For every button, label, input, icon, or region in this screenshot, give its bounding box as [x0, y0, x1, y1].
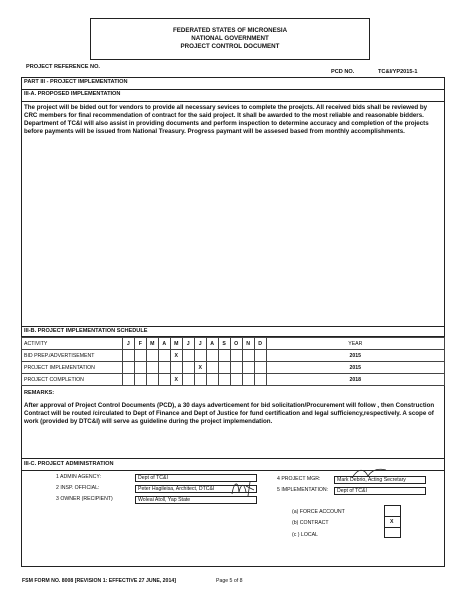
project-manager-field: Mark Debrio, Acting Secretary: [334, 476, 426, 484]
year-cell: 2015: [266, 362, 444, 374]
month-cell: [206, 350, 218, 362]
schedule-header-row: [22, 338, 445, 350]
month-cell: X: [170, 350, 182, 362]
month-header: D: [254, 338, 266, 350]
header-line-2: NATIONAL GOVERNMENT: [191, 35, 269, 42]
section-iiib-title: III-B. PROJECT IMPLEMENTATION SCHEDULE: [24, 328, 148, 334]
pcd-label: PCD NO.: [331, 69, 355, 75]
month-cell: [158, 350, 170, 362]
month-cell: [158, 374, 170, 386]
force-account-label: (a) FORCE ACCOUNT: [292, 509, 345, 515]
schedule-row: [22, 362, 445, 374]
month-cell: [242, 374, 254, 386]
remarks-label: REMARKS:: [24, 390, 55, 396]
section-iiic-title: III-C. PROJECT ADMINISTRATION: [24, 461, 114, 467]
inspection-official-field: Peter Hagileisa, Architect, DTC&I: [135, 485, 257, 493]
local-label: (c ) LOCAL: [292, 532, 318, 538]
month-cell: [218, 374, 230, 386]
month-cell: [206, 374, 218, 386]
month-cell: [254, 362, 266, 374]
month-cell: X: [170, 374, 182, 386]
manager-signature-mark: [350, 466, 390, 480]
month-cell: [230, 350, 242, 362]
month-cell: [170, 362, 182, 374]
header-line-1: FEDERATED STATES OF MICRONESIA: [172, 27, 288, 34]
implementation-field: Dept of TC&I: [334, 487, 426, 495]
month-header: A: [206, 338, 218, 350]
pcd-value: TC&I/YP2015-1: [378, 69, 418, 75]
month-cell: [254, 350, 266, 362]
activity-cell: PROJECT IMPLEMENTATION: [22, 362, 123, 374]
proposed-implementation-text: The project will be bided out for vendors to provide all necessary sevices to complete the proejcts. All received bids shall be reviewed by CRC members for final recommendation of contract for the said project. It shall be awarded to the most reliable and reasonable bidders. Department of TC&I will also assist in providing documents and perform inspection to determine accuracy and completion of the projects before payments will be issued from National Treasury. Progress paymant will be assesed based from monthly accomplishments.: [24, 104, 429, 135]
year-cell: 2015: [266, 350, 444, 362]
month-header: M: [146, 338, 158, 350]
month-header: S: [218, 338, 230, 350]
project-manager-label: 4 PROJECT MGR:: [277, 476, 321, 482]
month-cell: [242, 362, 254, 374]
month-cell: [194, 374, 206, 386]
month-header: N: [242, 338, 254, 350]
month-cell: [218, 350, 230, 362]
owner-field: Woleai Atoll, Yap State: [135, 496, 257, 504]
month-cell: [146, 374, 158, 386]
year-cell: 2018: [266, 374, 444, 386]
month-cell: [158, 362, 170, 374]
admin-agency-field: Dept of TC&I: [135, 474, 257, 482]
month-cell: [146, 350, 158, 362]
month-cell: [230, 362, 242, 374]
footer-page-number: Page 5 of 8: [216, 578, 243, 584]
month-cell: X: [194, 362, 206, 374]
month-header: J: [122, 338, 134, 350]
month-cell: [122, 362, 134, 374]
month-cell: [182, 350, 194, 362]
activity-cell: PROJECT COMPLETION: [22, 374, 123, 386]
project-reference-label: PROJECT REFERENCE NO.: [26, 64, 100, 70]
schedule-table: [21, 337, 445, 386]
month-cell: [242, 350, 254, 362]
document-header: [90, 18, 370, 60]
month-header: A: [158, 338, 170, 350]
schedule-row: [22, 374, 445, 386]
month-header: J: [182, 338, 194, 350]
month-cell: [194, 350, 206, 362]
month-cell: [182, 362, 194, 374]
footer-form-number: FSM FORM NO. 8008 [REVISION 1: EFFECTIVE 27 JUNE, 2014]: [22, 578, 176, 584]
contract-label: (b) CONTRACT: [292, 520, 329, 526]
month-header: O: [230, 338, 242, 350]
section-iiia-title: III-A. PROPOSED IMPLEMENTATION: [24, 91, 121, 97]
month-cell: [218, 362, 230, 374]
month-header: F: [134, 338, 146, 350]
month-cell: [134, 362, 146, 374]
month-cell: [134, 374, 146, 386]
month-cell: [206, 362, 218, 374]
month-cell: [134, 350, 146, 362]
admin-agency-label: 1 ADMIN AGENCY:: [56, 474, 101, 480]
month-header: M: [170, 338, 182, 350]
schedule-row: [22, 350, 445, 362]
header-line-3: PROJECT CONTROL DOCUMENT: [180, 43, 280, 50]
implementation-label: 5 IMPLEMENTATION:: [277, 487, 329, 493]
month-cell: [122, 374, 134, 386]
year-header: YEAR: [266, 338, 444, 350]
month-cell: [146, 362, 158, 374]
inspection-official-label: 2 INSP. OFFICIAL:: [56, 485, 100, 491]
signature-mark: [228, 478, 258, 498]
owner-label: 3 OWNER (RECIPIENT): [56, 496, 113, 502]
activity-cell: BID PREP./ADVERTISEMENT: [22, 350, 123, 362]
month-cell: [230, 374, 242, 386]
month-header: J: [194, 338, 206, 350]
month-cell: [182, 374, 194, 386]
contract-checkmark: X: [390, 519, 394, 525]
month-cell: [254, 374, 266, 386]
part3-title: PART III - PROJECT IMPLEMENTATION: [24, 79, 128, 85]
month-cell: [122, 350, 134, 362]
activity-header: ACTIVITY: [22, 338, 123, 350]
remarks-text: After approval of Project Control Documents (PCD), a 30 days adverticement for bid solicitation/Procurement will follow , then Construction Contract will be routed /circulated to Dept of Finance and Dept of Justice for fund certification and legal sufficiency,respectively. A scope of work (provided by DTC&I) will serve as guideline during the project implemendation.: [24, 402, 435, 425]
